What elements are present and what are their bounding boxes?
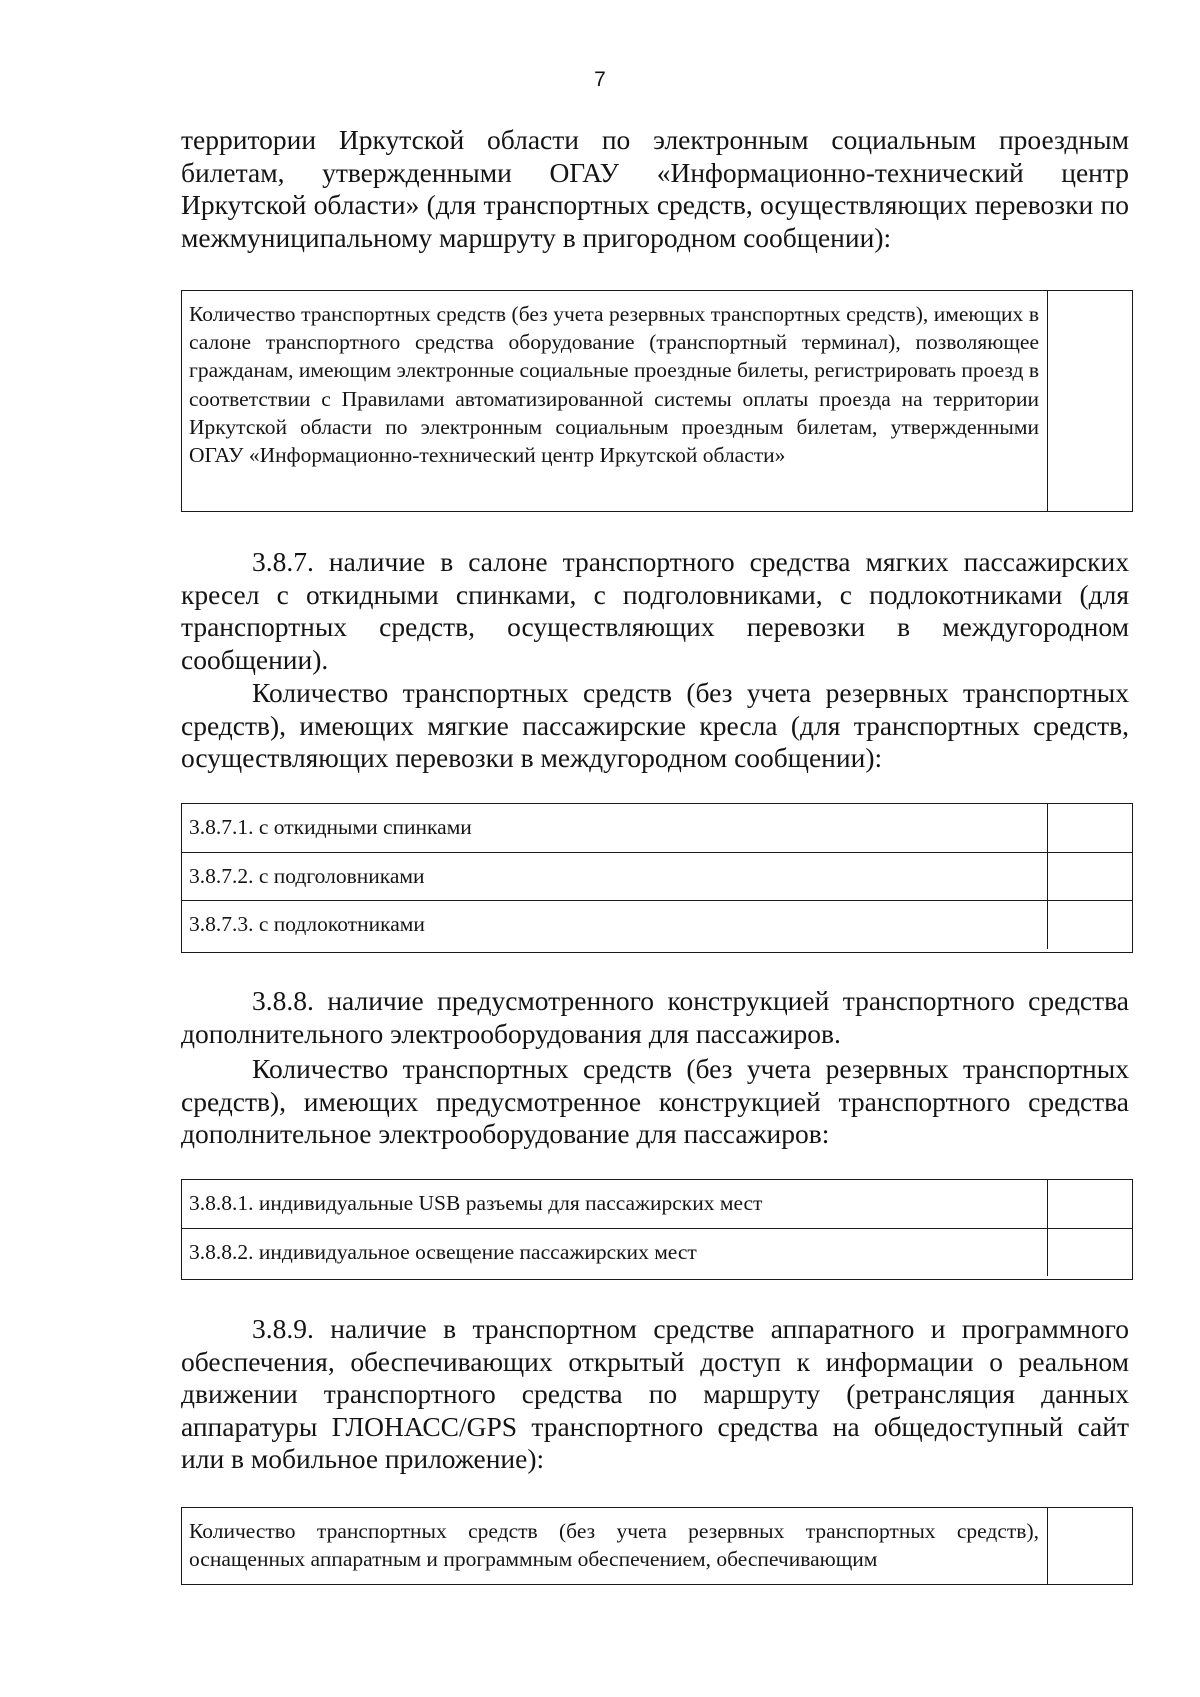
paragraph-3-8-9: 3.8.9. наличие в транспортном средстве аппаратного и программного обеспечения, обеспечивающих открытый доступ к информации о реальном движении транспортного средства по маршруту (ретрансляция данных аппаратуры ГЛОНАСС/GPS транспортного средства на общедоступный сайт или в мобильное приложение): — [181, 1313, 1129, 1475]
table-row — [182, 291, 1132, 511]
table-seats — [181, 803, 1133, 953]
table-cell-label: 3.8.7.3. с подлокотниками — [182, 901, 1048, 949]
table-cell-value — [1048, 1508, 1132, 1584]
table-row — [182, 1508, 1132, 1584]
table-cell-value — [1048, 901, 1132, 949]
table-cell-label: 3.8.8.1. индивидуальные USB разъемы для пассажирских мест — [182, 1180, 1048, 1228]
table-cell-label: Количество транспортных средств (без учета резервных транспортных средств), имеющих в салоне транспортного средства оборудование (транспортный терминал), позволяющее гражданам, имеющим электронные социальные проездные билеты, регистрировать проезд в соответствии с Правилами автоматизированной системы оплаты проезда на территории Иркутской области по электронным социальным проездным билетам, утвержденными ОГАУ «Информационно-технический центр Иркутской области» — [182, 291, 1048, 511]
table-row — [182, 1180, 1132, 1228]
paragraph-intro: территории Иркутской области по электронным социальным проездным билетам, утвержденными ОГАУ «Информационно-технический центр Иркутской области» (для транспортных средств, осуществляющих перевозки по межмуниципальному маршруту в пригородном сообщении): — [181, 124, 1129, 253]
table-glonass — [181, 1507, 1133, 1585]
paragraph-3-8-7-count: Количество транспортных средств (без учета резервных транспортных средств), имеющих мягкие пассажирские кресла (для транспортных средств, осуществляющих перевозки в междугородном сообщении): — [181, 677, 1129, 774]
table-cell-label: 3.8.7.2. с подголовниками — [182, 853, 1048, 901]
table-cell-label: 3.8.7.1. с откидными спинками — [182, 804, 1048, 852]
page-number: 7 — [594, 68, 606, 91]
table-row — [182, 852, 1132, 901]
paragraph-3-8-8-count: Количество транспортных средств (без учета резервных транспортных средств), имеющих предусмотренное конструкцией транспортного средства дополнительное электрооборудование для пассажиров: — [181, 1053, 1129, 1150]
table-row — [182, 1228, 1132, 1277]
table-row — [182, 804, 1132, 852]
paragraph-3-8-7: 3.8.7. наличие в салоне транспортного средства мягких пассажирских кресел с откидными спинками, с подголовниками, с подлокотниками (для транспортных средств, осуществляющих перевозки в междугородном сообщении). — [181, 546, 1129, 675]
paragraph-3-8-8: 3.8.8. наличие предусмотренного конструкцией транспортного средства дополнительного электрооборудования для пассажиров. — [181, 985, 1129, 1049]
table-row — [182, 900, 1132, 949]
table-cell-label: Количество транспортных средств (без учета резервных транспортных средств), оснащенных аппаратным и программным обеспечением, обеспечивающим — [182, 1508, 1048, 1584]
table-cell-value — [1048, 1229, 1132, 1277]
table-cell-value — [1048, 804, 1132, 852]
table-electrical — [181, 1179, 1133, 1280]
table-cell-value — [1048, 853, 1132, 901]
table-ticket-terminal — [181, 290, 1133, 512]
table-cell-label: 3.8.8.2. индивидуальное освещение пассажирских мест — [182, 1229, 1048, 1277]
table-cell-value — [1048, 1180, 1132, 1228]
table-cell-value — [1048, 291, 1132, 511]
